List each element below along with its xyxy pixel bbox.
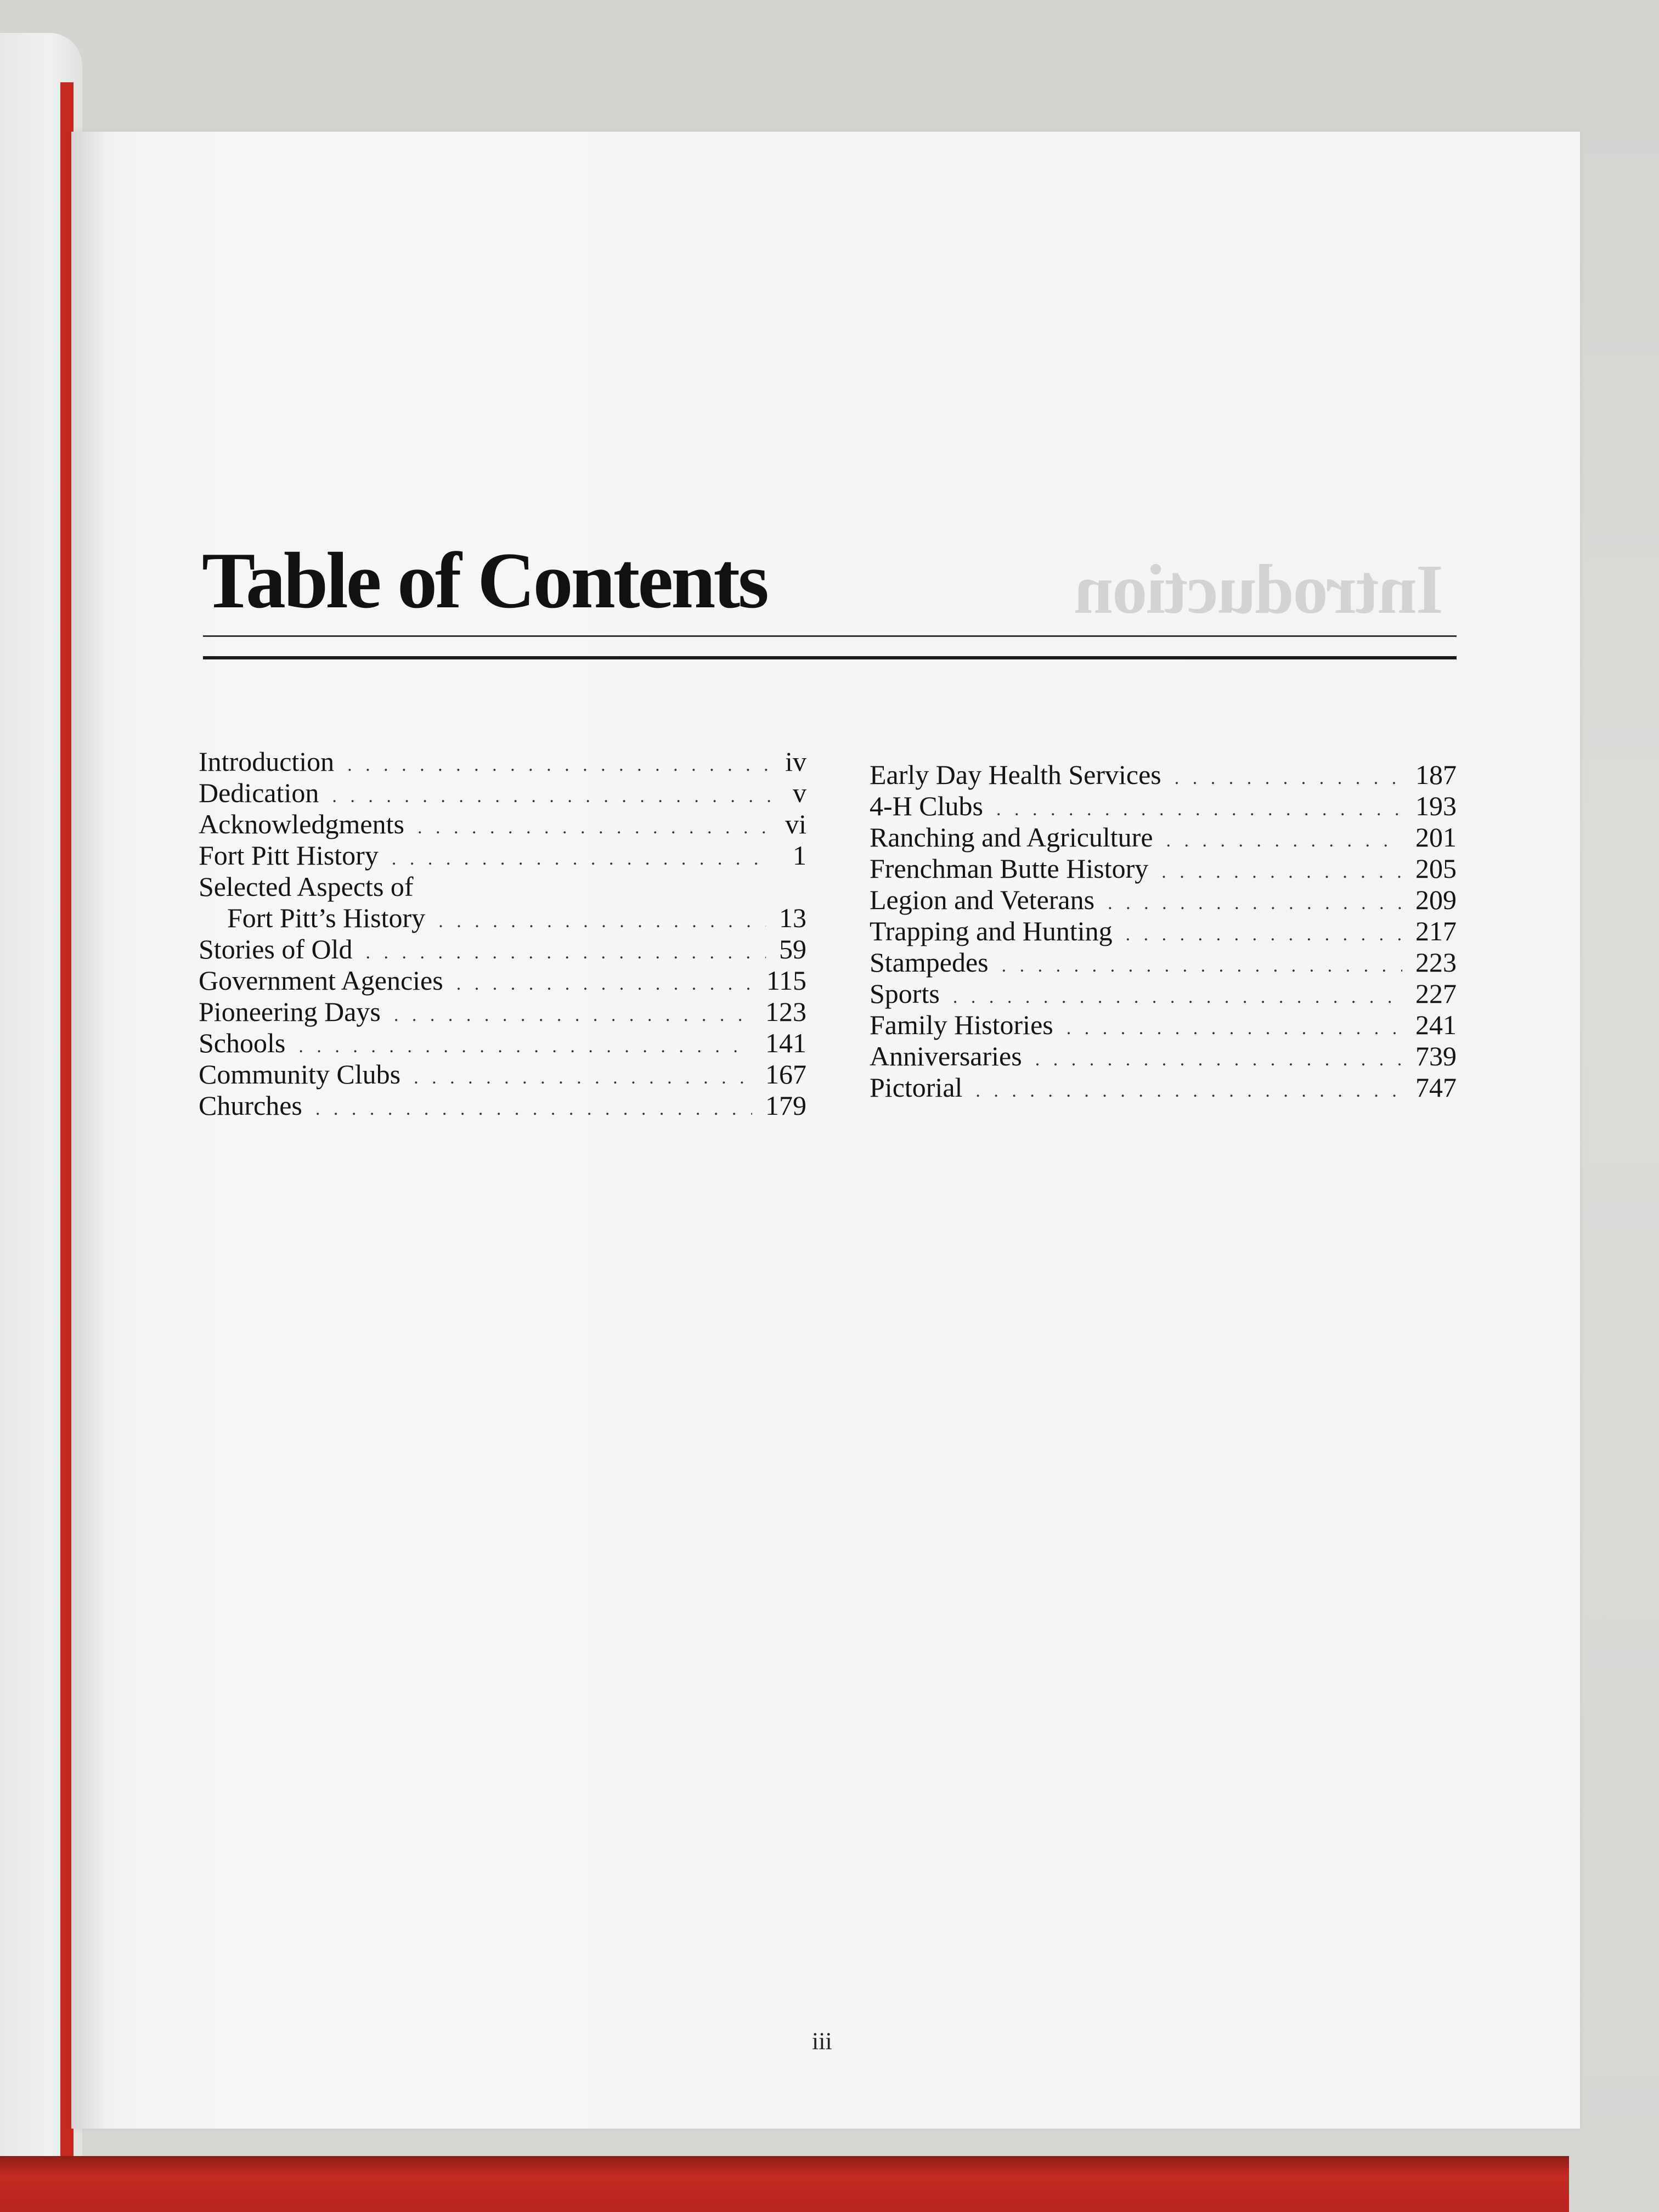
toc-entry xyxy=(199,996,806,1028)
toc-entry xyxy=(199,934,806,965)
red-book-cover-bottom xyxy=(0,2156,1569,2212)
toc-entry-label: Introduction xyxy=(199,746,335,777)
dot-leader xyxy=(1108,888,1402,919)
toc-entry xyxy=(870,978,1457,1009)
dot-leader xyxy=(1002,950,1402,981)
toc-entry-label: Anniversaries xyxy=(870,1041,1022,1071)
toc-entry-label: Acknowledgments xyxy=(199,809,404,839)
toc-entry-label: Churches xyxy=(199,1090,302,1121)
toc-entry-page: 227 xyxy=(1415,978,1457,1009)
page-title: Table of Contents xyxy=(202,536,767,625)
title-rule-thick xyxy=(203,656,1457,659)
toc-entry-label: 4-H Clubs xyxy=(870,791,983,821)
toc-entry-label: Frenchman Butte History xyxy=(870,853,1149,884)
toc-entry-label: Pictorial xyxy=(870,1072,963,1103)
toc-entry-page: 205 xyxy=(1415,853,1457,884)
title-rule-thin xyxy=(203,635,1457,637)
toc-entry-label: Dedication xyxy=(199,777,319,808)
dot-leader xyxy=(1161,856,1402,888)
gutter-shadow xyxy=(71,132,104,2129)
toc-entry-label: Community Clubs xyxy=(199,1059,401,1090)
toc-entry xyxy=(199,965,806,996)
toc-entry-page: 59 xyxy=(779,934,806,964)
toc-entry-page: 1 xyxy=(793,840,806,871)
toc-entry xyxy=(870,947,1457,978)
toc-entry xyxy=(870,759,1457,791)
toc-entry xyxy=(199,902,806,934)
toc-entry xyxy=(199,840,806,871)
toc-entry-label: Fort Pitt History xyxy=(199,840,379,871)
toc-entry-label: Schools xyxy=(199,1028,286,1058)
toc-entry-page: 223 xyxy=(1415,947,1457,978)
toc-entry-page: 241 xyxy=(1415,1009,1457,1040)
toc-entry xyxy=(870,916,1457,947)
toc-entry-page: vi xyxy=(785,809,806,839)
dot-leader xyxy=(438,906,766,937)
toc-entry-page: 193 xyxy=(1415,791,1457,821)
toc-entry-label: Early Day Health Services xyxy=(870,759,1161,790)
toc-entry-label: Government Agencies xyxy=(199,965,443,996)
toc-entry xyxy=(870,1041,1457,1072)
bleed-through-heading: Introduction xyxy=(1075,550,1443,628)
toc-entry-label: Ranching and Agriculture xyxy=(870,822,1153,853)
dot-leader xyxy=(1126,919,1402,950)
toc-left-column xyxy=(199,746,806,1121)
toc-entry-page: 747 xyxy=(1415,1072,1457,1103)
dot-leader xyxy=(332,781,771,812)
toc-entry-label: Stampedes xyxy=(870,947,989,978)
toc-entry-page: 187 xyxy=(1415,759,1457,790)
dot-leader xyxy=(975,1075,1402,1107)
toc-entry xyxy=(199,1059,806,1090)
dot-leader xyxy=(394,1000,752,1031)
toc-entry-page: 123 xyxy=(765,996,806,1027)
dot-leader xyxy=(315,1093,752,1125)
dot-leader xyxy=(456,968,753,1000)
book-page xyxy=(71,132,1580,2129)
dot-leader xyxy=(1066,1013,1402,1044)
toc-entry xyxy=(870,1072,1457,1103)
toc-entry-page: 13 xyxy=(779,902,806,933)
toc-entry xyxy=(870,791,1457,822)
toc-entry xyxy=(870,822,1457,853)
dot-leader xyxy=(414,1062,752,1093)
dot-leader xyxy=(392,843,771,874)
toc-entry-page: v xyxy=(793,777,806,808)
dot-leader xyxy=(1035,1044,1402,1075)
toc-entry-page: 217 xyxy=(1415,916,1457,946)
toc-entry-page: 201 xyxy=(1415,822,1457,853)
dot-leader xyxy=(1166,825,1402,856)
toc-entry-label: Sports xyxy=(870,978,940,1009)
toc-entry-page: 167 xyxy=(765,1059,806,1090)
toc-entry-label: Legion and Veterans xyxy=(870,884,1095,915)
page-number: iii xyxy=(812,2028,832,2055)
toc-entry xyxy=(199,1028,806,1059)
toc-entry-page: 739 xyxy=(1415,1041,1457,1071)
toc-entry xyxy=(199,777,806,809)
dot-leader xyxy=(996,794,1402,825)
toc-entry-label: Pioneering Days xyxy=(199,996,381,1027)
toc-entry-label: Trapping and Hunting xyxy=(870,916,1113,946)
toc-entry-label: Fort Pitt’s History xyxy=(227,902,426,933)
toc-entry-page: 115 xyxy=(766,965,806,996)
dot-leader xyxy=(366,937,766,968)
toc-entry-page: 209 xyxy=(1415,884,1457,915)
dot-leader xyxy=(417,812,771,843)
toc-right-column xyxy=(870,759,1457,1103)
dot-leader xyxy=(298,1031,752,1062)
toc-entry xyxy=(870,1009,1457,1041)
toc-entry xyxy=(199,809,806,840)
dot-leader xyxy=(1175,763,1402,794)
toc-entry xyxy=(870,853,1457,884)
dot-leader xyxy=(347,749,771,781)
toc-entry xyxy=(199,1090,806,1121)
dot-leader xyxy=(953,981,1402,1013)
toc-entry xyxy=(199,746,806,777)
toc-entry-label: Selected Aspects of xyxy=(199,871,414,902)
toc-entry-label: Stories of Old xyxy=(199,934,353,964)
toc-entry-label: Family Histories xyxy=(870,1009,1053,1040)
toc-entry-page: iv xyxy=(785,746,806,777)
toc-entry xyxy=(199,871,806,902)
toc-entry-page: 179 xyxy=(765,1090,806,1121)
toc-entry xyxy=(870,884,1457,916)
toc-entry-page: 141 xyxy=(765,1028,806,1058)
